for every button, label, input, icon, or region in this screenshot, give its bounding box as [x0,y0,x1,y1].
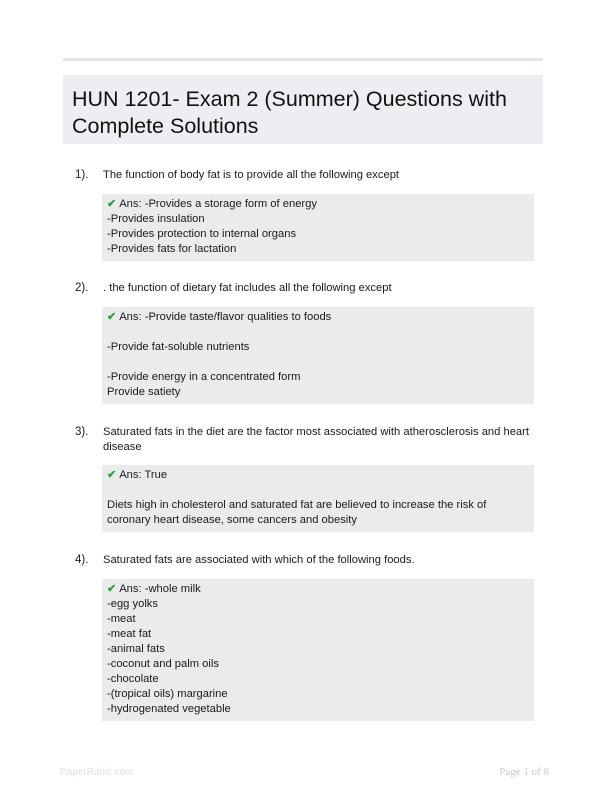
answer-line [107,325,529,340]
page-number: Page 1 of 8 [499,766,549,778]
answer-line: Ans: -whole milk [119,583,201,595]
question-number: 3). [75,426,89,438]
answer-line [107,483,529,498]
question-number: 4). [75,554,89,566]
answer-line: -Provides insulation [107,213,205,225]
answer-line: -chocolate [107,673,159,685]
answer-line: -coconut and palm oils [107,658,219,670]
answer-box [102,307,534,404]
top-divider [63,58,543,61]
answer-line: -animal fats [107,643,165,655]
question-text: The function of body fat is to provide all the following except [103,169,400,181]
answer-line: -Provides fats for lactation [107,243,237,255]
check-icon: ✔ [107,583,117,595]
question-number: 2). [75,282,89,294]
answer-line: -hydrogenated vegetable [107,703,231,715]
question-text: . the function of dietary fat includes all the following except [103,282,392,294]
answer-line: Diets high in cholesterol and saturated fat are believed to increase the risk of coronary heart disease, some cancers and obesity [107,499,490,526]
footer-watermark: PaperRatiic.com [60,767,134,778]
answer-line: -Provide fat-soluble nutrients [107,341,250,353]
answer-line: -egg yolks [107,598,158,610]
title-banner [63,75,543,144]
answer-line: Ans: True [119,469,168,481]
answer-box [102,465,534,532]
check-icon: ✔ [107,311,117,323]
question-text: Saturated fats in the diet are the factor most associated with atherosclerosis and heart disease [103,426,529,453]
document-title: HUN 1201- Exam 2 (Summer) Questions with Complete Solutions [72,87,507,138]
answer-line [107,355,529,370]
answer-box [102,579,534,721]
answer-line: Provide satiety [107,386,181,398]
check-icon: ✔ [107,198,117,210]
answer-line: Ans: -Provides a storage form of energy [119,198,317,210]
answer-line: -Provides protection to internal organs [107,228,297,240]
answer-box [102,194,534,261]
answer-line: -Provide energy in a concentrated form [107,371,301,383]
answer-line: -meat fat [107,628,152,640]
answer-line: -meat [107,613,136,625]
answer-line: Ans: -Provide taste/flavor qualities to foods [119,311,332,323]
check-icon: ✔ [107,469,117,481]
answer-line: -(tropical oils) margarine [107,688,228,700]
question-text: Saturated fats are associated with which of the following foods. [103,554,415,566]
question-number: 1). [75,169,89,181]
